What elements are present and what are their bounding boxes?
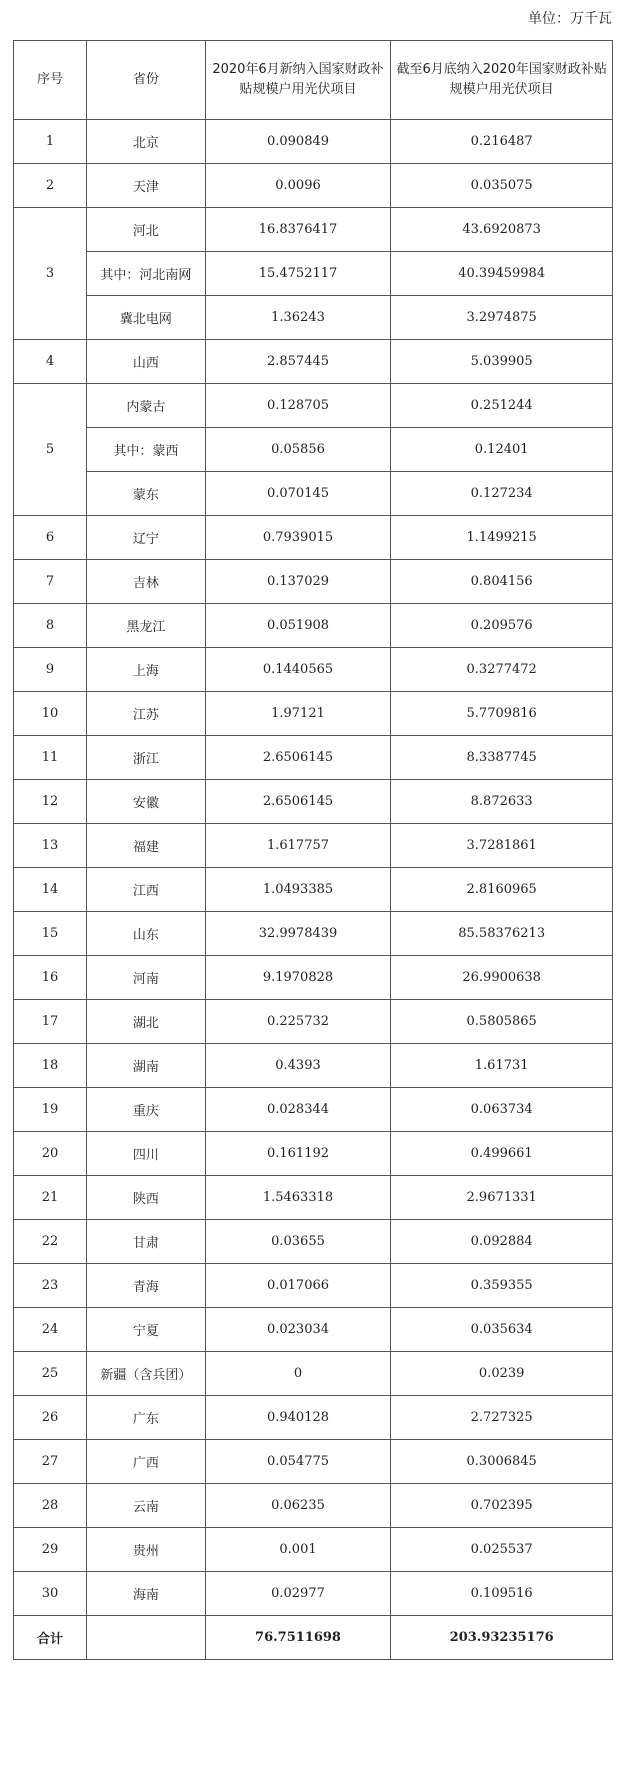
cell-new-capacity: 0.05856 [205, 428, 391, 472]
cell-total-capacity: 0.127234 [391, 472, 613, 516]
cell-new-capacity: 0.03655 [205, 1220, 391, 1264]
table-row [14, 956, 613, 1000]
cell-province: 河北 [87, 208, 206, 252]
pv-capacity-table [13, 40, 613, 1660]
cell-total-capacity: 2.8160965 [391, 868, 613, 912]
table-row [14, 868, 613, 912]
cell-total-capacity: 0.3006845 [391, 1440, 613, 1484]
cell-new-capacity: 0 [205, 1352, 391, 1396]
table-row [14, 692, 613, 736]
cell-total-capacity: 1.61731 [391, 1044, 613, 1088]
cell-seq: 11 [14, 736, 87, 780]
total-new-capacity: 76.7511698 [205, 1616, 391, 1660]
cell-seq: 15 [14, 912, 87, 956]
cell-province: 江西 [87, 868, 206, 912]
cell-total-capacity: 0.12401 [391, 428, 613, 472]
cell-new-capacity: 1.97121 [205, 692, 391, 736]
cell-seq: 2 [14, 164, 87, 208]
cell-new-capacity: 9.1970828 [205, 956, 391, 1000]
cell-seq: 13 [14, 824, 87, 868]
table-row [14, 1308, 613, 1352]
cell-total-capacity: 0.063734 [391, 1088, 613, 1132]
cell-new-capacity: 0.017066 [205, 1264, 391, 1308]
cell-new-capacity: 0.161192 [205, 1132, 391, 1176]
cell-new-capacity: 0.070145 [205, 472, 391, 516]
cell-province: 云南 [87, 1484, 206, 1528]
cell-total-capacity: 40.39459984 [391, 252, 613, 296]
cell-seq: 22 [14, 1220, 87, 1264]
cell-seq: 25 [14, 1352, 87, 1396]
cell-total-capacity: 2.727325 [391, 1396, 613, 1440]
table-row [14, 1044, 613, 1088]
cell-seq: 5 [14, 384, 87, 516]
cell-seq: 30 [14, 1572, 87, 1616]
cell-total-capacity: 0.092884 [391, 1220, 613, 1264]
cell-seq: 7 [14, 560, 87, 604]
cell-province: 广东 [87, 1396, 206, 1440]
cell-total-capacity: 0.035075 [391, 164, 613, 208]
table-row [14, 736, 613, 780]
cell-new-capacity: 0.128705 [205, 384, 391, 428]
cell-new-capacity: 1.5463318 [205, 1176, 391, 1220]
table-body [14, 120, 613, 1660]
cell-new-capacity: 0.940128 [205, 1396, 391, 1440]
cell-total-capacity: 0.5805865 [391, 1000, 613, 1044]
table-row [14, 164, 613, 208]
cell-province: 北京 [87, 120, 206, 164]
cell-total-capacity: 0.499661 [391, 1132, 613, 1176]
table-row [14, 824, 613, 868]
cell-province: 福建 [87, 824, 206, 868]
cell-new-capacity: 0.090849 [205, 120, 391, 164]
cell-seq: 10 [14, 692, 87, 736]
cell-total-capacity: 0.109516 [391, 1572, 613, 1616]
table-row [14, 1000, 613, 1044]
cell-seq: 20 [14, 1132, 87, 1176]
table-row [14, 428, 613, 472]
cell-total-capacity: 85.58376213 [391, 912, 613, 956]
cell-new-capacity: 0.001 [205, 1528, 391, 1572]
cell-province: 其中：河北南网 [87, 252, 206, 296]
cell-province: 安徽 [87, 780, 206, 824]
unit-label: 单位：万千瓦 [528, 11, 612, 27]
header-province: 省份 [87, 41, 206, 120]
cell-province: 浙江 [87, 736, 206, 780]
total-label: 合计 [14, 1616, 87, 1660]
cell-new-capacity: 0.1440565 [205, 648, 391, 692]
table-row [14, 1572, 613, 1616]
cell-province: 上海 [87, 648, 206, 692]
table-row [14, 648, 613, 692]
table-row [14, 1528, 613, 1572]
cell-seq: 28 [14, 1484, 87, 1528]
cell-new-capacity: 1.0493385 [205, 868, 391, 912]
cell-seq: 1 [14, 120, 87, 164]
cell-seq: 21 [14, 1176, 87, 1220]
cell-total-capacity: 5.7709816 [391, 692, 613, 736]
cell-total-capacity: 43.6920873 [391, 208, 613, 252]
table-row [14, 1176, 613, 1220]
cell-new-capacity: 0.023034 [205, 1308, 391, 1352]
table-row [14, 296, 613, 340]
cell-total-capacity: 0.035634 [391, 1308, 613, 1352]
cell-province: 河南 [87, 956, 206, 1000]
cell-province: 吉林 [87, 560, 206, 604]
cell-province: 海南 [87, 1572, 206, 1616]
cell-new-capacity: 0.054775 [205, 1440, 391, 1484]
cell-province: 黑龙江 [87, 604, 206, 648]
cell-province: 蒙东 [87, 472, 206, 516]
header-total-capacity: 截至6月底纳入2020年国家财政补贴规模户用光伏项目 [391, 41, 613, 120]
total-row [14, 1616, 613, 1660]
cell-new-capacity: 0.7939015 [205, 516, 391, 560]
cell-province: 青海 [87, 1264, 206, 1308]
cell-total-capacity: 5.039905 [391, 340, 613, 384]
cell-total-capacity: 0.025537 [391, 1528, 613, 1572]
cell-total-capacity: 0.0239 [391, 1352, 613, 1396]
cell-new-capacity: 2.857445 [205, 340, 391, 384]
cell-seq: 23 [14, 1264, 87, 1308]
cell-province: 冀北电网 [87, 296, 206, 340]
cell-province: 天津 [87, 164, 206, 208]
cell-seq: 27 [14, 1440, 87, 1484]
table-row [14, 208, 613, 252]
cell-province: 甘肃 [87, 1220, 206, 1264]
total-empty-cell [87, 1616, 206, 1660]
cell-province: 贵州 [87, 1528, 206, 1572]
cell-seq: 3 [14, 208, 87, 340]
cell-province: 内蒙古 [87, 384, 206, 428]
cell-new-capacity: 32.9978439 [205, 912, 391, 956]
table-row [14, 1088, 613, 1132]
cell-new-capacity: 0.051908 [205, 604, 391, 648]
cell-new-capacity: 0.06235 [205, 1484, 391, 1528]
cell-total-capacity: 8.872633 [391, 780, 613, 824]
table-row [14, 384, 613, 428]
cell-total-capacity: 0.804156 [391, 560, 613, 604]
cell-province: 江苏 [87, 692, 206, 736]
table-row [14, 780, 613, 824]
cell-total-capacity: 26.9900638 [391, 956, 613, 1000]
total-total-capacity: 203.93235176 [391, 1616, 613, 1660]
cell-new-capacity: 0.137029 [205, 560, 391, 604]
cell-province: 广西 [87, 1440, 206, 1484]
cell-total-capacity: 3.2974875 [391, 296, 613, 340]
cell-new-capacity: 2.6506145 [205, 736, 391, 780]
table-row [14, 472, 613, 516]
cell-new-capacity: 16.8376417 [205, 208, 391, 252]
cell-new-capacity: 0.028344 [205, 1088, 391, 1132]
cell-new-capacity: 0.0096 [205, 164, 391, 208]
cell-seq: 14 [14, 868, 87, 912]
cell-province: 重庆 [87, 1088, 206, 1132]
cell-new-capacity: 0.02977 [205, 1572, 391, 1616]
cell-seq: 17 [14, 1000, 87, 1044]
header-new-capacity: 2020年6月新纳入国家财政补贴规模户用光伏项目 [205, 41, 391, 120]
cell-province: 宁夏 [87, 1308, 206, 1352]
cell-total-capacity: 0.251244 [391, 384, 613, 428]
cell-new-capacity: 2.6506145 [205, 780, 391, 824]
cell-province: 新疆（含兵团） [87, 1352, 206, 1396]
table-row [14, 1264, 613, 1308]
cell-total-capacity: 2.9671331 [391, 1176, 613, 1220]
table-row [14, 340, 613, 384]
cell-total-capacity: 0.3277472 [391, 648, 613, 692]
cell-total-capacity: 3.7281861 [391, 824, 613, 868]
cell-seq: 19 [14, 1088, 87, 1132]
cell-seq: 9 [14, 648, 87, 692]
table-row [14, 120, 613, 164]
cell-province: 湖南 [87, 1044, 206, 1088]
cell-total-capacity: 0.359355 [391, 1264, 613, 1308]
cell-total-capacity: 0.209576 [391, 604, 613, 648]
cell-seq: 8 [14, 604, 87, 648]
cell-province: 湖北 [87, 1000, 206, 1044]
cell-total-capacity: 1.1499215 [391, 516, 613, 560]
cell-seq: 4 [14, 340, 87, 384]
header-seq: 序号 [14, 41, 87, 120]
cell-new-capacity: 15.4752117 [205, 252, 391, 296]
cell-province: 陕西 [87, 1176, 206, 1220]
cell-new-capacity: 0.4393 [205, 1044, 391, 1088]
cell-new-capacity: 1.36243 [205, 296, 391, 340]
table-row [14, 1352, 613, 1396]
cell-seq: 16 [14, 956, 87, 1000]
cell-province: 其中：蒙西 [87, 428, 206, 472]
cell-new-capacity: 0.225732 [205, 1000, 391, 1044]
table-row [14, 1440, 613, 1484]
table-row [14, 1132, 613, 1176]
table-row [14, 1220, 613, 1264]
table-row [14, 252, 613, 296]
table-row [14, 560, 613, 604]
cell-seq: 29 [14, 1528, 87, 1572]
header-row [14, 41, 613, 120]
cell-province: 山西 [87, 340, 206, 384]
table-row [14, 1396, 613, 1440]
cell-seq: 6 [14, 516, 87, 560]
cell-seq: 12 [14, 780, 87, 824]
cell-seq: 26 [14, 1396, 87, 1440]
cell-total-capacity: 0.216487 [391, 120, 613, 164]
cell-total-capacity: 8.3387745 [391, 736, 613, 780]
cell-new-capacity: 1.617757 [205, 824, 391, 868]
cell-province: 辽宁 [87, 516, 206, 560]
cell-province: 四川 [87, 1132, 206, 1176]
table-row [14, 604, 613, 648]
cell-seq: 18 [14, 1044, 87, 1088]
table-row [14, 912, 613, 956]
cell-province: 山东 [87, 912, 206, 956]
cell-total-capacity: 0.702395 [391, 1484, 613, 1528]
cell-seq: 24 [14, 1308, 87, 1352]
table-row [14, 516, 613, 560]
table-row [14, 1484, 613, 1528]
